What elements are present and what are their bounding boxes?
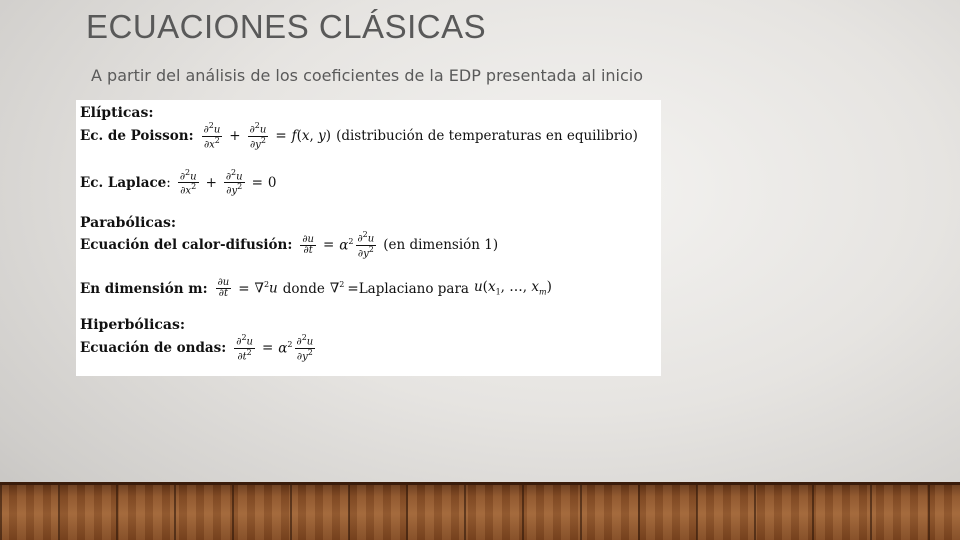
heat-label: Ecuación del calor-difusión:	[80, 237, 293, 254]
heat-equation: Ecuación del calor-difusión: $\frac{\partial u}{\partial t}$ = $\alpha^2$ $\frac{\partial^2u}{\partial y^2}$ (en dimensión 1)	[80, 230, 499, 260]
dim-m-text-2: =Laplaciano para	[347, 280, 469, 297]
dim-m-text-1: donde	[282, 280, 325, 297]
floor-edge	[0, 482, 960, 485]
hyperbolic-heading: Hiperbólicas:	[80, 317, 186, 334]
laplace-label: Ec. Laplace	[80, 174, 167, 191]
wood-floor-decoration	[0, 482, 960, 540]
dim-m-label: En dimensión m:	[80, 280, 208, 297]
slide-title: ECUACIONES CLÁSICAS	[86, 8, 487, 45]
poisson-equation: Ec. de Poisson: $\frac{\partial^2u}{\partial x^2}$ + $\frac{\partial^2u}{\partial y^2}$ = f(x, y) (distribución de temperaturas en equilibrio)	[80, 121, 638, 151]
dimension-m-equation: En dimensión m: $\frac{\partial u}{\partial t}$ = ∇$^2$u donde ∇$^2$ =Laplaciano para $u(x_1$, …, $x_m$)	[80, 276, 552, 300]
poisson-label: Ec. de Poisson:	[80, 127, 194, 144]
laplace-equation: Ec. Laplace : $\frac{\partial^2u}{\partial x^2}$ + $\frac{\partial^2u}{\partial y^2}$ = 0	[80, 167, 277, 197]
poisson-note: (distribución de temperaturas en equilibrio)	[336, 127, 638, 144]
wave-label: Ecuación de ondas:	[80, 339, 227, 356]
heat-note: (en dimensión 1)	[383, 237, 499, 254]
wave-equation: Ecuación de ondas: $\frac{\partial^2u}{\partial t^2}$ = $\alpha^2$ $\frac{\partial^2u}{\partial y^2}$	[80, 332, 314, 363]
slide-subtitle: A partir del análisis de los coeficientes de la EDP presentada al inicio	[91, 66, 643, 85]
parabolic-heading: Parabólicas:	[80, 214, 177, 231]
elliptic-heading: Elípticas:	[80, 105, 154, 122]
equation-image	[76, 100, 661, 376]
